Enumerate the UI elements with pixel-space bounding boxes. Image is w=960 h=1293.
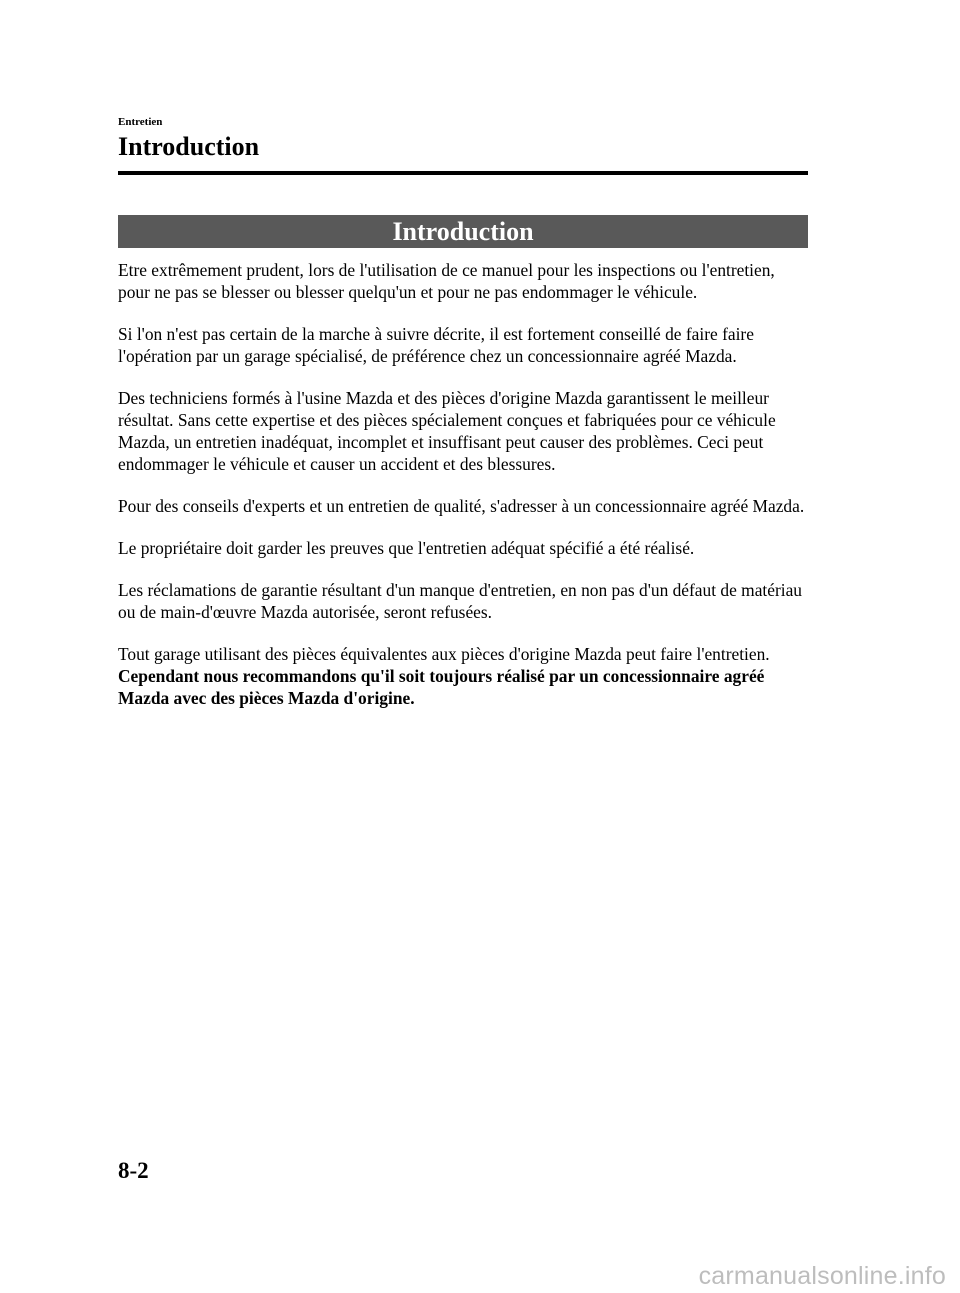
heading-rule — [118, 171, 808, 175]
watermark: carmanualsonline.info — [698, 1262, 946, 1290]
recommendation-text: Tout garage utilisant des pièces équivalentes aux pièces d'origine Mazda peut faire l'entretien. — [118, 644, 770, 664]
paragraph-technicians: Des techniciens formés à l'usine Mazda et des pièces d'origine Mazda garantissent le meilleur résultat. Sans cette expertise et des pièces spécialement conçues et fabriquées pour ce véhicule Mazda, un entretien inadéquat, incomplet et insuffisant peut causer des problèmes. Ceci peut endommager le véhicule et causer un accident et des blessures. — [118, 388, 776, 474]
paragraph-proof: Le propriétaire doit garder les preuves que l'entretien adéquat spécifié a été réalisé. — [118, 538, 695, 558]
paragraph-uncertain: Si l'on n'est pas certain de la marche à suivre décrite, il est fortement conseillé de faire faire l'opération par un garage spécialisé, de préférence chez un concessionnaire agréé Mazda. — [118, 324, 754, 366]
paragraph-caution: Etre extrêmement prudent, lors de l'utilisation de ce manuel pour les inspections ou l'entretien, pour ne pas se blesser ou blesser quelqu'un et pour ne pas endommager le véhicule. — [118, 260, 775, 302]
paragraph-warranty: Les réclamations de garantie résultant d'un manque d'entretien, en non pas d'un défaut de matériau ou de main-d'œuvre Mazda autorisée, seront refusées. — [118, 580, 803, 622]
recommendation-emphasis: Cependant nous recommandons qu'il soit toujours réalisé par un concessionnaire agréé Mazda avec des pièces Mazda d'origine. — [118, 666, 765, 708]
section-label: Entretien — [118, 116, 163, 128]
paragraph-expert-advice: Pour des conseils d'experts et un entretien de qualité, s'adresser à un concessionnaire agréé Mazda. — [118, 496, 805, 516]
page-heading: Introduction — [118, 132, 260, 161]
body-text — [118, 259, 808, 729]
section-title-bar: Introduction — [118, 215, 808, 248]
paragraph-recommendation — [118, 643, 808, 709]
page-number: 8-2 — [118, 1158, 149, 1183]
